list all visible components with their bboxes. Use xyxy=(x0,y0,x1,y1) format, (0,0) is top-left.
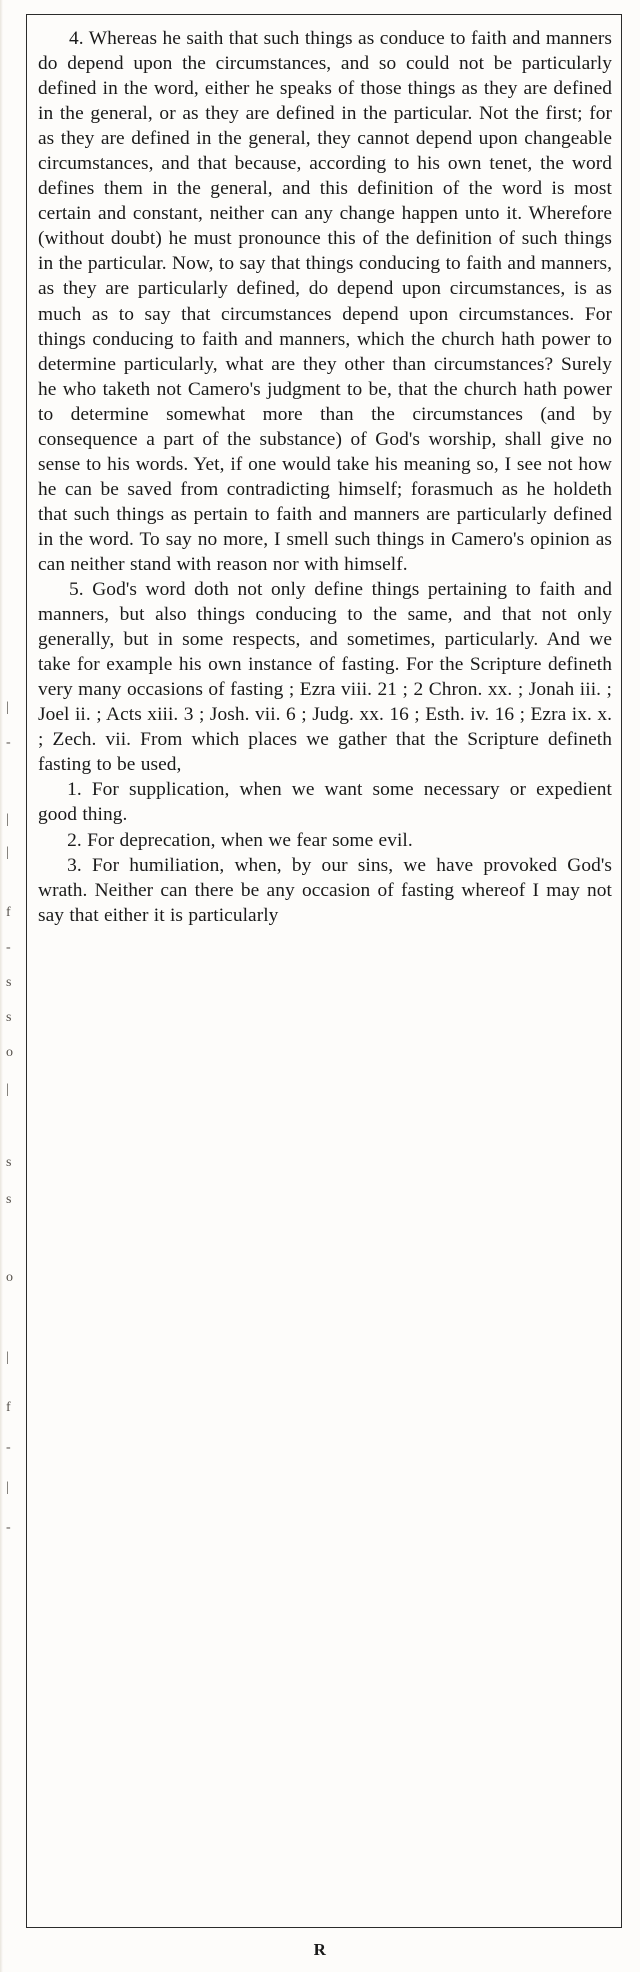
signature-mark: R xyxy=(313,1940,327,1959)
margin-fragment: o xyxy=(6,1045,13,1060)
frame-rule-bottom xyxy=(26,1927,622,1928)
margin-fragment: | xyxy=(6,1350,9,1365)
margin-fragment: | xyxy=(6,845,9,860)
frame-rule-top xyxy=(26,14,622,15)
paragraph-4: 4. Whereas he saith that such things as conduce to faith and manners do depend upon the circumstances, and so could not be particularly defined in the word, either he speaks of those things as they are defined in the general, or as they are defined in the particular. Not the first; for as they are defined in the general, they cannot depend upon changeable circumstances, and that because, according to his own tenet, the word defines them in the general, and this definition of the word is most certain and constant, neither can any change happen unto it. Wherefore (without doubt) he must pronounce this of the definition of such things in the particular. Now, to say that things conducing to faith and manners, as they are particularly defined, do depend upon circumstances, is as much as to say that circumstances depend upon circumstances. For things conducing to faith and manners, which the church hath power to determine particularly, what are they other than circumstances? Surely he who taketh not Camero's judgment to be, that the church hath power to determine somewhat more than the circumstances (and by consequence a part of the substance) of God's worship, shall give no sense to his words. Yet, if one would take his meaning so, I see not how he can be saved from contradicting himself; forasmuch as he holdeth that such things as pertain to faith and manners are particularly defined in the word. To say no more, I smell such things in Camero's opinion as can neither stand with reason nor with himself. xyxy=(38,28,612,575)
margin-fragment: - xyxy=(6,940,11,955)
text-column xyxy=(38,26,612,1918)
paragraph-item-1: 1. For supplication, when we want some necessary or expedient good thing. xyxy=(38,779,612,826)
margin-fragment: s xyxy=(6,975,12,990)
paragraph-item-3: 3. For humiliation, when, by our sins, we have provoked God's wrath. Neither can there be any occasion of fasting whereof I may not say that either it is particularly xyxy=(38,854,612,926)
margin-fragment: o xyxy=(6,1270,13,1285)
margin-fragment: s xyxy=(6,1010,12,1025)
margin-fragment: | xyxy=(6,1480,9,1495)
paragraph-5: 5. God's word doth not only define things pertaining to faith and manners, but also things conducing to the same, and that not only generally, but in some respects, and sometimes, particularly. And we take for example his own instance of fasting. For the Scripture defineth very many occasions of fasting ; Ezra viii. 21 ; 2 Chron. xx. ; Jonah iii. ; Joel ii. ; Acts xiii. 3 ; Josh. vii. 6 ; Judg. xx. 16 ; Esth. iv. 16 ; Ezra ix. x. ; Zech. vii. From which places we gather that the Scripture defineth fasting to be used, xyxy=(38,579,612,776)
margin-fragment: f xyxy=(6,905,11,920)
frame-rule-left xyxy=(26,14,27,1928)
margin-fragment: - xyxy=(6,1440,11,1455)
margin-fragment: | xyxy=(6,812,9,827)
margin-fragment: - xyxy=(6,1520,11,1535)
margin-fragment: | xyxy=(6,700,9,715)
margin-fragment: s xyxy=(6,1192,12,1207)
margin-fragments xyxy=(0,0,22,1972)
paragraph-item-2: 2. For deprecation, when we fear some evil. xyxy=(67,829,413,851)
frame-rule-right xyxy=(621,14,622,1928)
margin-fragment: f xyxy=(6,1400,11,1415)
margin-fragment: | xyxy=(6,1082,9,1097)
margin-fragment: s xyxy=(6,1155,12,1170)
margin-fragment: - xyxy=(6,735,11,750)
